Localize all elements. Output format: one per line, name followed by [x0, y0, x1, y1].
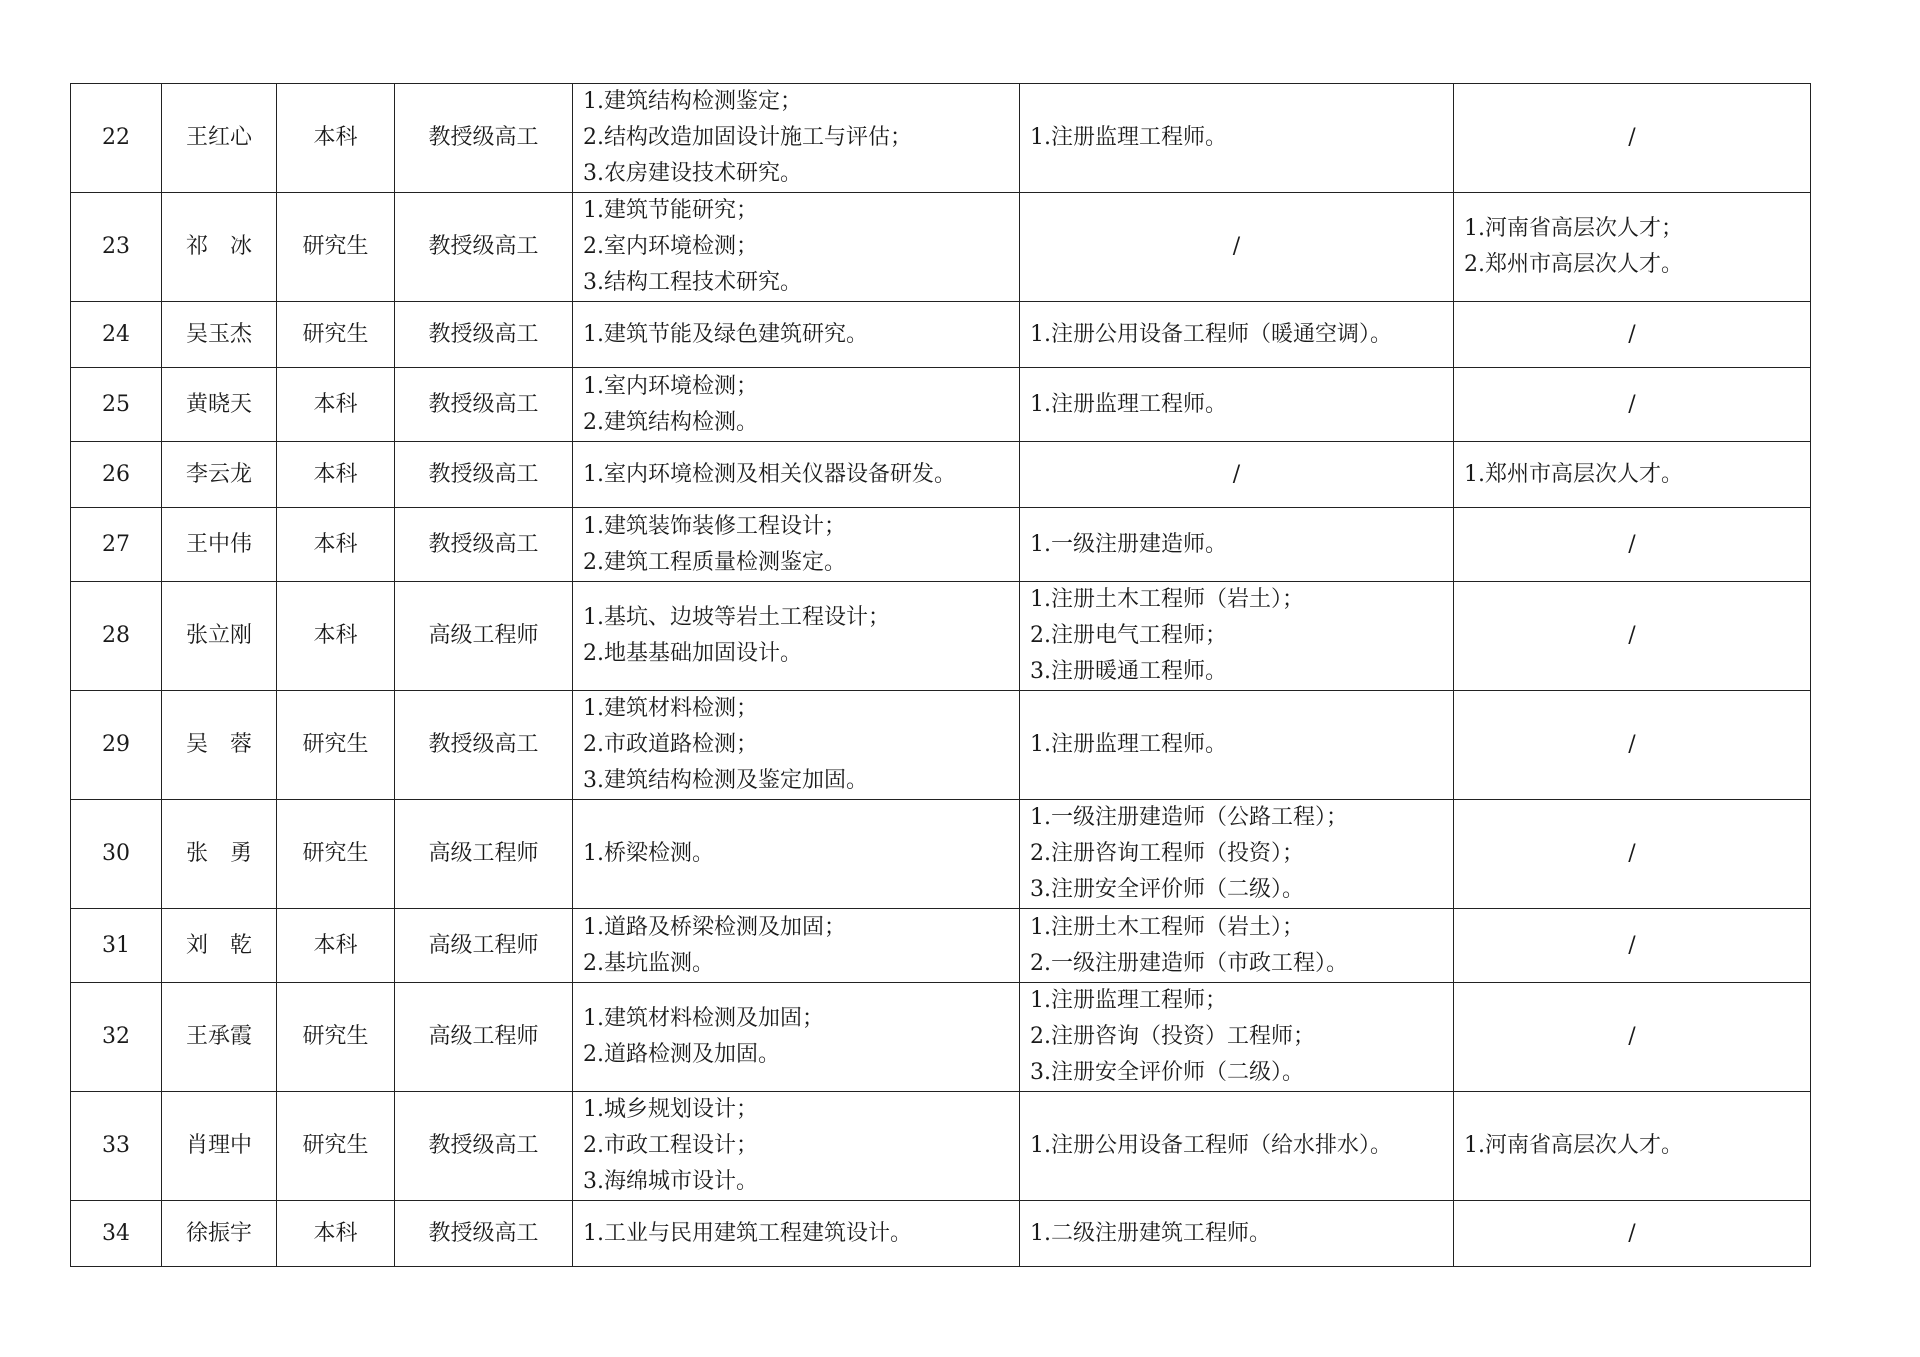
cell-name: 刘 乾: [162, 909, 277, 983]
table-row: [71, 508, 1811, 582]
cell-line: 1.建筑材料检测及加固；: [583, 1006, 824, 1031]
cell-line: 3.注册安全评价师（二级）。: [1030, 1060, 1304, 1085]
table-body: [71, 84, 1811, 1267]
cell-specialty: [573, 691, 1020, 800]
cell-line: 2.地基基础加固设计。: [583, 641, 802, 666]
cell-name: 李云龙: [162, 442, 277, 508]
cell-line: /: [1628, 1024, 1636, 1049]
cell-line: 2.结构改造加固设计施工与评估；: [583, 125, 912, 150]
cell-line: /: [1628, 125, 1636, 150]
cell-title: 教授级高工: [395, 508, 573, 582]
cell-talent: [1454, 800, 1811, 909]
cell-line: 2.市政道路检测；: [583, 732, 758, 757]
cell-talent: [1454, 691, 1811, 800]
cell-education: 研究生: [277, 302, 395, 368]
cell-line: /: [1232, 234, 1241, 259]
cell-qualification: [1020, 691, 1454, 800]
cell-line: 2.建筑结构检测。: [583, 409, 758, 435]
cell-number: 30: [71, 800, 162, 909]
cell-specialty: [573, 508, 1020, 582]
cell-line: 3.结构工程技术研究。: [583, 270, 802, 295]
cell-line: 1.室内环境检测；: [583, 373, 758, 399]
cell-line: 3.建筑结构检测及鉴定加固。: [583, 768, 868, 793]
table-row: [71, 302, 1811, 368]
cell-specialty: [573, 193, 1020, 302]
cell-line: 1.注册土木工程师（岩土）；: [1030, 587, 1304, 612]
cell-number: 27: [71, 508, 162, 582]
cell-number: 23: [71, 193, 162, 302]
cell-number: 29: [71, 691, 162, 800]
cell-line: 1.建筑节能研究；: [583, 198, 758, 223]
cell-qualification: [1020, 909, 1454, 983]
cell-education: 本科: [277, 508, 395, 582]
cell-title: 教授级高工: [395, 1092, 573, 1201]
cell-line: 1.桥梁检测。: [583, 841, 714, 866]
cell-title: 教授级高工: [395, 302, 573, 368]
cell-line: 1.河南省高层次人才。: [1464, 1133, 1683, 1158]
cell-line: 2.基坑监测。: [583, 950, 714, 976]
cell-line: /: [1628, 932, 1636, 958]
cell-qualification: [1020, 368, 1454, 442]
cell-talent: [1454, 302, 1811, 368]
cell-title: 教授级高工: [395, 193, 573, 302]
table-row: [71, 691, 1811, 800]
cell-title: 教授级高工: [395, 691, 573, 800]
cell-line: 2.道路检测及加固。: [583, 1042, 780, 1067]
cell-name: 张 勇: [162, 800, 277, 909]
cell-education: 本科: [277, 582, 395, 691]
cell-specialty: [573, 800, 1020, 909]
cell-title: 教授级高工: [395, 442, 573, 508]
cell-specialty: [573, 1201, 1020, 1267]
cell-number: 31: [71, 909, 162, 983]
cell-education: 本科: [277, 1201, 395, 1267]
cell-education: 本科: [277, 909, 395, 983]
cell-specialty: [573, 302, 1020, 368]
cell-specialty: [573, 442, 1020, 508]
cell-line: 2.郑州市高层次人才。: [1464, 252, 1683, 277]
cell-line: 3.注册暖通工程师。: [1030, 659, 1227, 684]
cell-qualification: [1020, 1092, 1454, 1201]
staff-table: [70, 83, 1811, 1267]
cell-education: 本科: [277, 442, 395, 508]
cell-qualification: [1020, 193, 1454, 302]
cell-line: 1.注册公用设备工程师（暖通空调）。: [1030, 321, 1392, 347]
cell-talent: [1454, 1201, 1811, 1267]
cell-line: 1.建筑结构检测鉴定；: [583, 89, 802, 114]
cell-line: 2.一级注册建造师（市政工程）。: [1030, 950, 1348, 976]
cell-line: 1.基坑、边坡等岩土工程设计；: [583, 605, 890, 630]
cell-line: 2.建筑工程质量检测鉴定。: [583, 549, 846, 575]
cell-line: 2.注册咨询工程师（投资）；: [1030, 841, 1304, 866]
cell-talent: [1454, 909, 1811, 983]
cell-talent: [1454, 1092, 1811, 1201]
cell-number: 33: [71, 1092, 162, 1201]
cell-line: 3.注册安全评价师（二级）。: [1030, 877, 1304, 902]
cell-education: 研究生: [277, 800, 395, 909]
cell-qualification: [1020, 84, 1454, 193]
cell-number: 25: [71, 368, 162, 442]
cell-line: /: [1628, 321, 1636, 347]
table-row: [71, 800, 1811, 909]
cell-line: 1.建筑节能及绿色建筑研究。: [583, 321, 868, 347]
cell-line: /: [1628, 531, 1636, 557]
cell-qualification: [1020, 1201, 1454, 1267]
cell-line: /: [1628, 391, 1636, 417]
cell-number: 28: [71, 582, 162, 691]
cell-specialty: [573, 84, 1020, 193]
cell-name: 王红心: [162, 84, 277, 193]
cell-line: 1.郑州市高层次人才。: [1464, 461, 1683, 487]
cell-talent: [1454, 193, 1811, 302]
cell-name: 肖理中: [162, 1092, 277, 1201]
cell-line: /: [1232, 461, 1241, 487]
cell-line: 1.建筑材料检测；: [583, 696, 758, 721]
cell-qualification: [1020, 800, 1454, 909]
cell-line: 1.道路及桥梁检测及加固；: [583, 914, 846, 940]
cell-number: 22: [71, 84, 162, 193]
cell-talent: [1454, 442, 1811, 508]
table-row: [71, 1092, 1811, 1201]
cell-line: 1.河南省高层次人才；: [1464, 216, 1683, 241]
cell-specialty: [573, 983, 1020, 1092]
cell-name: 祁 冰: [162, 193, 277, 302]
table-row: [71, 983, 1811, 1092]
cell-talent: [1454, 368, 1811, 442]
cell-name: 王承霞: [162, 983, 277, 1092]
cell-qualification: [1020, 983, 1454, 1092]
cell-line: 1.注册监理工程师。: [1030, 391, 1227, 417]
cell-line: 2.注册电气工程师；: [1030, 623, 1227, 648]
cell-title: 教授级高工: [395, 368, 573, 442]
cell-title: 高级工程师: [395, 983, 573, 1092]
cell-line: 1.室内环境检测及相关仪器设备研发。: [583, 461, 956, 487]
cell-talent: [1454, 84, 1811, 193]
cell-qualification: [1020, 508, 1454, 582]
cell-line: /: [1628, 1220, 1636, 1246]
cell-name: 张立刚: [162, 582, 277, 691]
cell-line: 1.二级注册建筑工程师。: [1030, 1220, 1271, 1246]
cell-number: 26: [71, 442, 162, 508]
cell-education: 研究生: [277, 983, 395, 1092]
table-row: [71, 582, 1811, 691]
cell-title: 高级工程师: [395, 800, 573, 909]
cell-education: 本科: [277, 368, 395, 442]
cell-name: 徐振宇: [162, 1201, 277, 1267]
cell-name: 吴玉杰: [162, 302, 277, 368]
cell-qualification: [1020, 302, 1454, 368]
cell-talent: [1454, 582, 1811, 691]
table-row: [71, 193, 1811, 302]
table-row: [71, 442, 1811, 508]
table-row: [71, 368, 1811, 442]
cell-education: 研究生: [277, 193, 395, 302]
cell-specialty: [573, 582, 1020, 691]
cell-line: 1.一级注册建造师。: [1030, 531, 1227, 557]
cell-specialty: [573, 909, 1020, 983]
cell-education: 本科: [277, 84, 395, 193]
table-row: [71, 84, 1811, 193]
cell-line: 2.室内环境检测；: [583, 234, 758, 259]
cell-line: 2.市政工程设计；: [583, 1133, 758, 1158]
cell-line: 1.注册土木工程师（岩土）；: [1030, 914, 1304, 940]
table-row: [71, 909, 1811, 983]
cell-line: 3.海绵城市设计。: [583, 1169, 758, 1194]
cell-line: 1.注册监理工程师。: [1030, 125, 1227, 150]
cell-number: 24: [71, 302, 162, 368]
table-row: [71, 1201, 1811, 1267]
cell-name: 王中伟: [162, 508, 277, 582]
cell-line: /: [1628, 732, 1636, 757]
cell-name: 吴 蓉: [162, 691, 277, 800]
cell-line: 2.注册咨询（投资）工程师；: [1030, 1024, 1315, 1049]
cell-number: 34: [71, 1201, 162, 1267]
cell-line: 1.一级注册建造师（公路工程）；: [1030, 805, 1348, 830]
cell-title: 教授级高工: [395, 1201, 573, 1267]
cell-line: 3.农房建设技术研究。: [583, 161, 802, 186]
cell-specialty: [573, 368, 1020, 442]
cell-number: 32: [71, 983, 162, 1092]
cell-line: 1.注册公用设备工程师（给水排水）。: [1030, 1133, 1392, 1158]
cell-qualification: [1020, 582, 1454, 691]
cell-name: 黄晓天: [162, 368, 277, 442]
cell-talent: [1454, 983, 1811, 1092]
cell-qualification: [1020, 442, 1454, 508]
cell-education: 研究生: [277, 691, 395, 800]
cell-line: /: [1628, 841, 1636, 866]
cell-education: 研究生: [277, 1092, 395, 1201]
cell-line: 1.注册监理工程师；: [1030, 988, 1227, 1013]
cell-line: 1.工业与民用建筑工程建筑设计。: [583, 1220, 912, 1246]
cell-title: 高级工程师: [395, 582, 573, 691]
cell-line: /: [1628, 623, 1636, 648]
cell-line: 1.城乡规划设计；: [583, 1097, 758, 1122]
cell-title: 教授级高工: [395, 84, 573, 193]
cell-title: 高级工程师: [395, 909, 573, 983]
cell-talent: [1454, 508, 1811, 582]
cell-line: 1.建筑装饰装修工程设计；: [583, 513, 846, 539]
cell-line: 1.注册监理工程师。: [1030, 732, 1227, 757]
cell-specialty: [573, 1092, 1020, 1201]
